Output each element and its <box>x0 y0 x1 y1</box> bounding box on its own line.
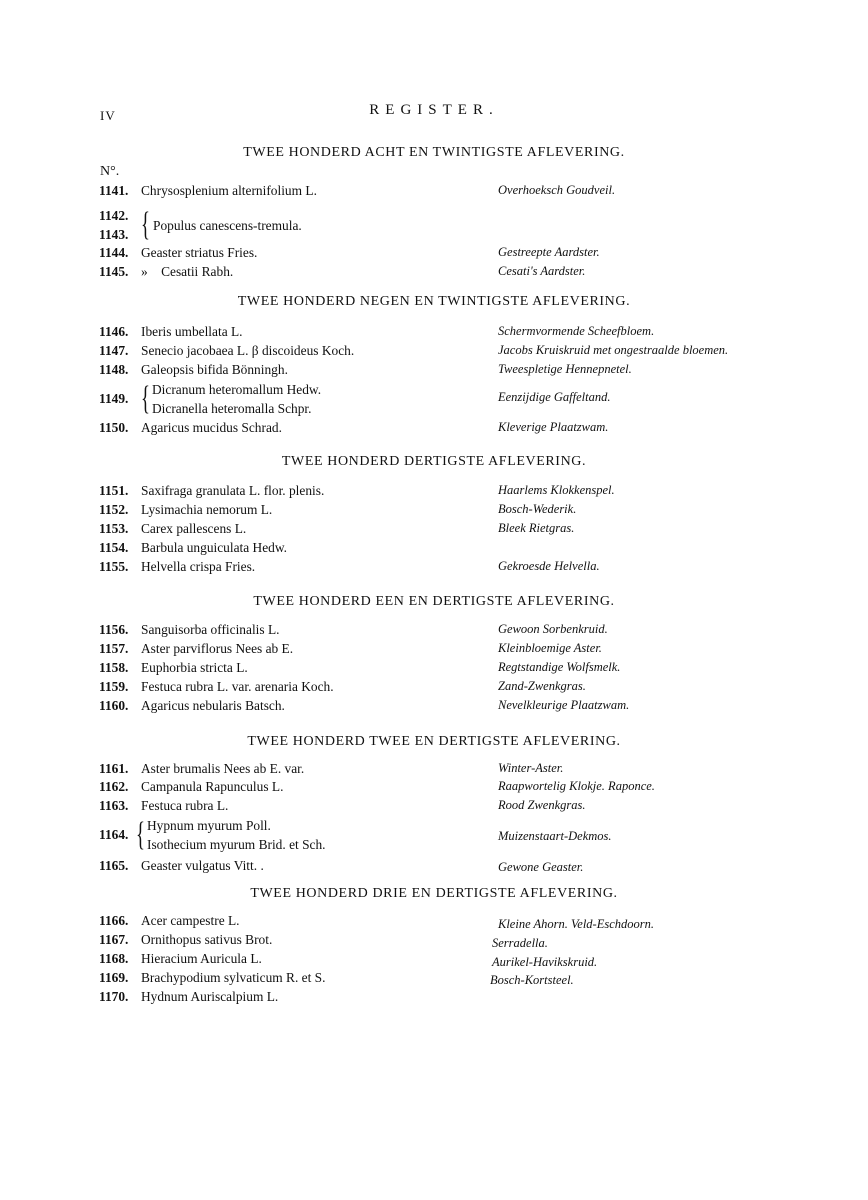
scientific-name: Euphorbia stricta L. <box>141 660 248 675</box>
dutch-name: Serradella. <box>492 936 548 950</box>
dutch-name: Bosch-Kortsteel. <box>490 973 574 987</box>
scientific-name: Aster parviflorus Nees ab E. <box>141 641 294 656</box>
dutch-name: Bosch-Wederik. <box>498 502 577 516</box>
dutch-name: Overhoeksch Goudveil. <box>498 183 616 197</box>
dutch-name: Schermvormende Scheefbloem. <box>498 324 655 338</box>
scientific-name: Carex pallescens L. <box>141 521 247 536</box>
entry-number: 1143. <box>99 227 129 242</box>
scientific-name: Barbula unguiculata Hedw. <box>141 540 288 555</box>
dutch-name: Tweespletige Hennepnetel. <box>498 362 632 376</box>
entry-number: 1149. <box>99 391 129 406</box>
dutch-name: Jacobs Kruiskruid met ongestraalde bloemen. <box>498 343 729 357</box>
entry-number: 1159. <box>99 679 129 694</box>
entry-number: 1152. <box>99 502 129 517</box>
list-item <box>0 360 868 379</box>
brace: { <box>136 816 145 853</box>
list-item <box>0 341 868 360</box>
dutch-name: Kleverige Plaatzwam. <box>498 420 609 434</box>
scientific-name: Isothecium myurum Brid. et Sch. <box>147 837 326 852</box>
scientific-name: Dicranella heteromalla Schpr. <box>152 401 312 416</box>
dutch-name: Kleinbloemige Aster. <box>498 641 602 655</box>
dutch-name: Raapwortelig Klokje. Raponce. <box>498 779 655 793</box>
entry-number: 1155. <box>99 559 129 574</box>
dutch-name: Gewone Geaster. <box>498 860 584 874</box>
list-item <box>0 181 868 200</box>
list-item <box>0 639 868 658</box>
entry-number: 1163. <box>99 798 129 813</box>
list-item <box>0 777 868 796</box>
page-number: IV <box>100 108 116 123</box>
list-item <box>0 696 868 715</box>
section-title: TWEE HONDERD EEN EN DERTIGSTE AFLEVERING. <box>253 594 615 609</box>
list-item <box>0 418 868 437</box>
dutch-name: Aurikel-Havikskruid. <box>492 955 598 969</box>
scientific-name: Geaster striatus Fries. <box>141 245 258 260</box>
dutch-name: Winter-Aster. <box>498 761 564 775</box>
entry-number: 1164. <box>99 827 129 842</box>
list-item-group <box>0 816 868 854</box>
list-item <box>0 262 868 281</box>
scientific-name: Aster brumalis Nees ab E. var. <box>141 761 305 776</box>
list-item <box>0 949 868 968</box>
scientific-name: Campanula Rapunculus L. <box>141 779 284 794</box>
entry-number: 1141. <box>99 183 129 198</box>
scientific-name: Festuca rubra L. <box>141 798 229 813</box>
list-item <box>0 500 868 519</box>
entry-number: 1161. <box>99 761 129 776</box>
scientific-name: Populus canescens-tremula. <box>153 218 302 233</box>
section-232 <box>0 732 868 752</box>
list-item <box>0 856 868 875</box>
entry-number: 1151. <box>99 483 129 498</box>
section-title: TWEE HONDERD TWEE EN DERTIGSTE AFLEVERING. <box>247 734 621 749</box>
section-title: TWEE HONDERD DRIE EN DERTIGSTE AFLEVERING. <box>250 886 618 901</box>
entry-number: 1157. <box>99 641 129 656</box>
number-column-header: N°. <box>100 164 120 179</box>
list-item <box>0 620 868 639</box>
entry-number: 1153. <box>99 521 129 536</box>
scientific-name: Galeopsis bifida Bönningh. <box>141 362 288 377</box>
entry-number: 1144. <box>99 245 129 260</box>
entry-number: 1168. <box>99 951 129 966</box>
scientific-name: Ornithopus sativus Brot. <box>141 932 273 947</box>
entry-number: 1160. <box>99 698 129 713</box>
list-item <box>0 481 868 500</box>
scientific-name: Hydnum Auriscalpium L. <box>141 989 279 1004</box>
scientific-name: » Cesatii Rabh. <box>141 264 234 279</box>
scientific-name: Iberis umbellata L. <box>141 324 243 339</box>
scientific-name: Festuca rubra L. var. arenaria Koch. <box>141 679 334 694</box>
scientific-name: Acer campestre L. <box>141 913 240 928</box>
list-item <box>0 911 868 930</box>
list-item <box>0 759 868 778</box>
entry-number: 1150. <box>99 420 129 435</box>
scientific-name: Chrysosplenium alternifolium L. <box>141 183 317 198</box>
entry-number: 1147. <box>99 343 129 358</box>
brace: { <box>141 380 150 417</box>
list-item <box>0 519 868 538</box>
entry-number: 1146. <box>99 324 129 339</box>
list-item <box>0 658 868 677</box>
entry-number: 1170. <box>99 989 129 1004</box>
dutch-name: Eenzijdige Gaffeltand. <box>498 390 611 404</box>
list-item <box>0 243 868 262</box>
scientific-name: Dicranum heteromallum Hedw. <box>152 382 322 397</box>
dutch-name: Gewoon Sorbenkruid. <box>498 622 608 636</box>
dutch-name: Haarlems Klokkenspel. <box>498 483 615 497</box>
dutch-name: Cesati's Aardster. <box>498 264 586 278</box>
entry-number: 1166. <box>99 913 129 928</box>
dutch-name: Muizenstaart-Dekmos. <box>498 829 612 843</box>
entry-number: 1162. <box>99 779 129 794</box>
scientific-name: Geaster vulgatus Vitt. . <box>141 858 264 873</box>
dutch-name: Gestreepte Aardster. <box>498 245 600 259</box>
section-title: TWEE HONDERD ACHT EN TWINTIGSTE AFLEVERING. <box>243 145 625 160</box>
list-item-group <box>0 380 868 418</box>
scientific-name: Hypnum myurum Poll. <box>147 818 271 833</box>
scientific-name: Sanguisorba officinalis L. <box>141 622 280 637</box>
list-item <box>0 322 868 341</box>
dutch-name: Regtstandige Wolfsmelk. <box>498 660 621 674</box>
entry-number: 1165. <box>99 858 129 873</box>
section-229 <box>0 292 868 312</box>
dutch-name: Kleine Ahorn. Veld-Eschdoorn. <box>498 917 654 931</box>
list-item <box>0 538 868 557</box>
list-item <box>0 930 868 949</box>
scientific-name: Lysimachia nemorum L. <box>141 502 273 517</box>
section-title: TWEE HONDERD DERTIGSTE AFLEVERING. <box>281 454 587 469</box>
section-228 <box>0 143 868 163</box>
entry-number: 1145. <box>99 264 129 279</box>
entry-number: 1158. <box>99 660 129 675</box>
entry-number: 1169. <box>99 970 129 985</box>
brace: { <box>141 206 150 243</box>
page-title: REGISTER. <box>369 102 499 118</box>
dutch-name: Nevelkleurige Plaatzwam. <box>498 698 630 712</box>
scientific-name: Senecio jacobaea L. β discoideus Koch. <box>141 343 355 358</box>
section-233 <box>0 884 868 904</box>
dutch-name: Rood Zwenkgras. <box>498 798 586 812</box>
list-item <box>0 557 868 576</box>
scientific-name: Brachypodium sylvaticum R. et S. <box>141 970 326 985</box>
dutch-name: Zand-Zwenkgras. <box>498 679 586 693</box>
list-item <box>0 987 868 1006</box>
section-231 <box>0 592 868 612</box>
section-230 <box>0 452 868 472</box>
list-item <box>0 796 868 815</box>
list-item <box>0 968 868 987</box>
entry-number: 1167. <box>99 932 129 947</box>
scientific-name: Saxifraga granulata L. flor. plenis. <box>141 483 325 498</box>
entry-number: 1156. <box>99 622 129 637</box>
dutch-name: Gekroesde Helvella. <box>498 559 600 573</box>
dutch-name: Bleek Rietgras. <box>498 521 575 535</box>
scientific-name: Helvella crispa Fries. <box>141 559 256 574</box>
entry-number: 1148. <box>99 362 129 377</box>
scientific-name: Agaricus mucidus Schrad. <box>141 420 282 435</box>
scientific-name: Hieracium Auricula L. <box>141 951 262 966</box>
entry-number: 1142. <box>99 208 129 223</box>
entry-number: 1154. <box>99 540 129 555</box>
scientific-name: Agaricus nebularis Batsch. <box>141 698 285 713</box>
list-item-group <box>0 206 868 244</box>
section-title: TWEE HONDERD NEGEN EN TWINTIGSTE AFLEVERING. <box>237 294 631 309</box>
list-item <box>0 677 868 696</box>
